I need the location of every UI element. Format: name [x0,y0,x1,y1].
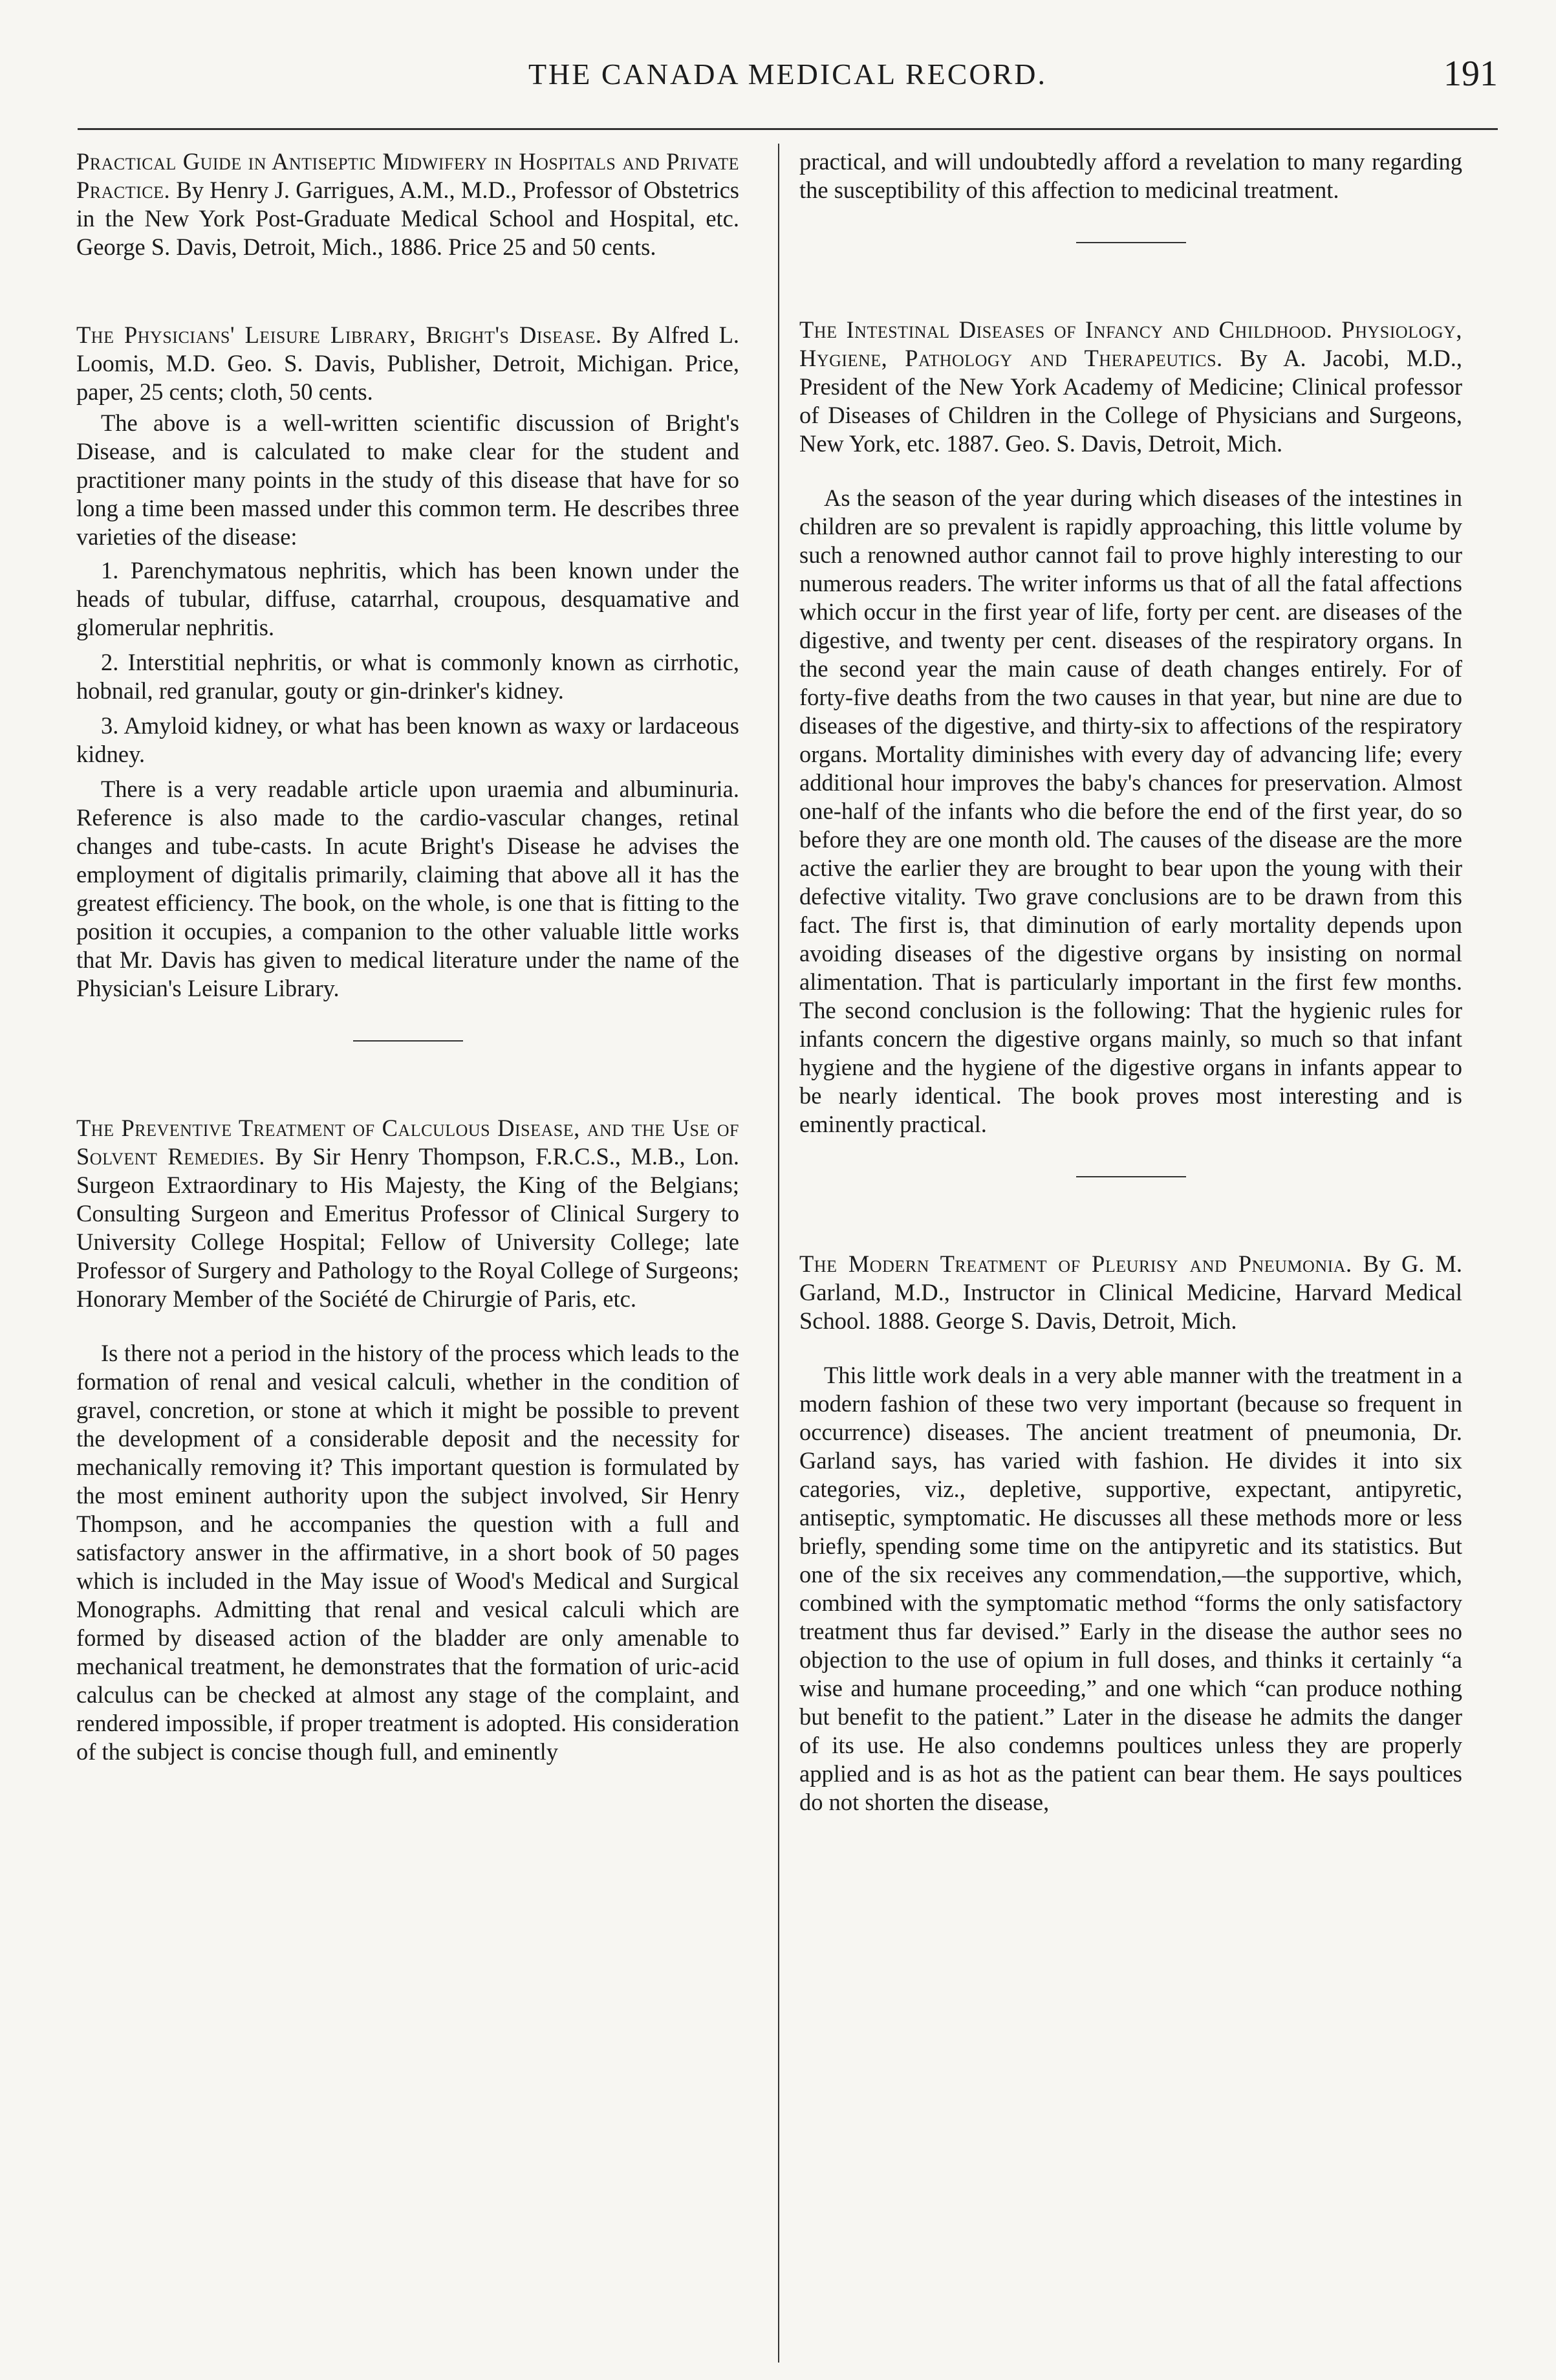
review-title: Practical Guide in Antiseptic Midwifery in Hospitals and Private Practice. [76,148,739,203]
section-divider [1076,1176,1186,1177]
review-heading-calculous-disease [76,1114,739,1313]
spacer [799,461,1462,484]
running-head [78,54,1498,109]
list-item: 1. Parenchymatous nephritis, which has been known under the heads of tubular, diffuse, catarrhal, croupous, desquamative and glomerular nephritis. [76,557,739,640]
right-column [799,147,1462,2360]
review-citation: By Sir Henry Thompson, F.R.C.S., M.B., Lon. Surgeon Extraordinary to His Majesty, the King of the Belgians; Consulting Surgeon and Emeritus Professor of Clinical Surgery to University College Hospital; Fellow of University College; late Professor of Surgery and Pathology to the Royal College of Surgeons; Honorary Member of the Société de Chirurgie of Paris, etc. [76,1143,739,1312]
review-title: The Intestinal Diseases of Infancy and Childhood. Physiology, Hygiene, Pathology and Therapeutics. [799,316,1462,371]
review-paragraph: As the season of the year during which diseases of the intestines in children are so prevalent is rapidly approaching, this little volume by such a renowned author cannot fail to prove highly interesting to our numerous readers. The writer informs us that of all the fatal affections which occur in the first year of life, forty per cent. are diseases of the digestive, and twenty per cent. diseases of the respiratory organs. In the second year the main cause of death changes entirely. For of forty-five deaths from the two causes in that year, but nine are due to diseases of the digestive, and thirty-six to affections of the respiratory organs. Mortality diminishes with every day of advancing life; every additional hour improves the baby's chances for preservation. Almost one-half of the infants who die before the end of the first year, do so before they are one month old. The causes of the disease are the more active the earlier they are brought to bear upon the young with their defective vitality. Two grave conclusions are to be drawn from this fact. The first is, that diminution of early mortality depends upon avoiding diseases of the digestive organs by insisting on normal alimentation. That is particularly important in the first few months. The second conclusion is the following: That the hygienic rules for infants concern the digestive organs mainly, so much so that infant hygiene and the hygiene of the digestive organs in infants appear to be nearly identical. The book proves most interesting and is eminently practical. [799,485,1462,1137]
spacer [76,1316,739,1339]
page-number: 191 [1443,54,1498,94]
review-heading-brights-disease [76,321,739,406]
review-heading-antiseptic-midwifery [76,147,739,261]
review-heading-pleurisy-pneumonia [799,1250,1462,1335]
continuation-paragraph: practical, and will undoubtedly afford a revelation to many regarding the susceptibility of this affection to medicinal treatment. [799,148,1462,203]
review-paragraph: There is a very readable article upon uraemia and albuminuria. Reference is also made to the cardio-vascular changes, retinal changes and tube-casts. In acute Bright's Disease he advises the employment of digitalis primarily, claiming that above all it has the greatest efficiency. The book, on the whole, is one that is fitting to the position it occupies, a companion to the other valuable little works that Mr. Davis has given to medical literature under the name of the Physician's Leisure Library. [76,776,739,1001]
section-divider [1076,242,1186,243]
review-paragraph: The above is a well-written scientific discussion of Bright's Disease, and is calculated to make clear for the student and practitioner many points in the study of this disease that have for so long a time been massed under this common term. He describes three varieties of the disease: [76,409,739,550]
review-title: The Modern Treatment of Pleurisy and Pneumonia. [799,1250,1352,1277]
journal-title: THE CANADA MEDICAL RECORD. [528,58,1048,91]
section-divider [353,1040,463,1042]
left-column [76,147,739,2360]
spacer [76,264,739,321]
review-title: The Physicians' Leisure Library, Bright's Disease. [76,322,602,348]
list-item: 2. Interstitial nephritis, or what is commonly known as cirrhotic, hobnail, red granular, gouty or gin-drinker's kidney. [76,649,739,704]
review-citation: By G. M. Garland, M.D., Instructor in Clinical Medicine, Harvard Medical School. 1888. George S. Davis, Detroit, Mich. [799,1250,1462,1334]
review-paragraph: This little work deals in a very able manner with the treatment in a modern fashion of these two very important (because so frequent in occurrence) diseases. The ancient treatment of pneumonia, Dr. Garland says, has varied with fashion. He divides it into six categories, viz., depletive, supportive, expectant, antipyretic, antiseptic, symptomatic. He discusses all these methods more or less briefly, spending some time on the antipyretic and its statistics. But one of the six receives any commendation,—the supportive, which, combined with the symptomatic method “forms the only satisfactory treatment thus far devised.” Early in the disease the author sees no objection to the use of opium in full doses, and thinks it certainly “a wise and humane proceeding,” and one which “can produce nothing but benefit to the patient.” Later in the disease he admits the danger of its use. He also condemns poultices unless they are properly applied and is as hot as the patient can bear them. He says poultices do not shorten the disease, [799,1362,1462,1815]
review-paragraph: Is there not a period in the history of the process which leads to the formation of renal and vesical calculi, whether in the condition of gravel, concretion, or stone at which it might be possible to prevent the development of a considerable deposit and the necessity for mechanically removing it? This important question is formulated by the most eminent authority upon the subject involved, Sir Henry Thompson, and he accompanies the question with a full and satisfactory answer in the affirmative, in a short book of 50 pages which is included in the May issue of Wood's Medical and Surgical Monographs. Admitting that renal and vesical calculi which are formed by diseased action of the bladder are only amenable to mechanical treatment, he demonstrates that the formation of uric-acid calculus can be checked at almost any stage of the complaint, and rendered impossible, if proper treatment is adopted. His consideration of the subject is concise though full, and eminently [76,1340,739,1765]
list-item: 3. Amyloid kidney, or what has been known as waxy or lardaceous kidney. [76,712,739,767]
review-title: The Preventive Treatment of Calculous Disease, and the Use of Solvent Remedies. [76,1115,739,1170]
header-rule [78,128,1498,130]
review-citation: By A. Jacobi, M.D., President of the New York Academy of Medicine; Clinical professor of Diseases of Children in the College of Physicians and Surgeons, New York, etc. 1887. Geo. S. Davis, Detroit, Mich. [799,345,1462,457]
spacer [799,1338,1462,1361]
review-heading-intestinal-diseases [799,316,1462,458]
column-divider [778,144,779,2363]
review-citation: By Henry J. Garrigues, A.M., M.D., Professor of Obstetrics in the New York Post-Graduate Medical School and Hospital, etc. George S. Davis, Detroit, Mich., 1886. Price 25 and 50 cents. [76,177,739,260]
review-citation: By Alfred L. Loomis, M.D. Geo. S. Davis, Publisher, Detroit, Michigan. Price, paper, 25 cents; cloth, 50 cents. [76,322,739,405]
